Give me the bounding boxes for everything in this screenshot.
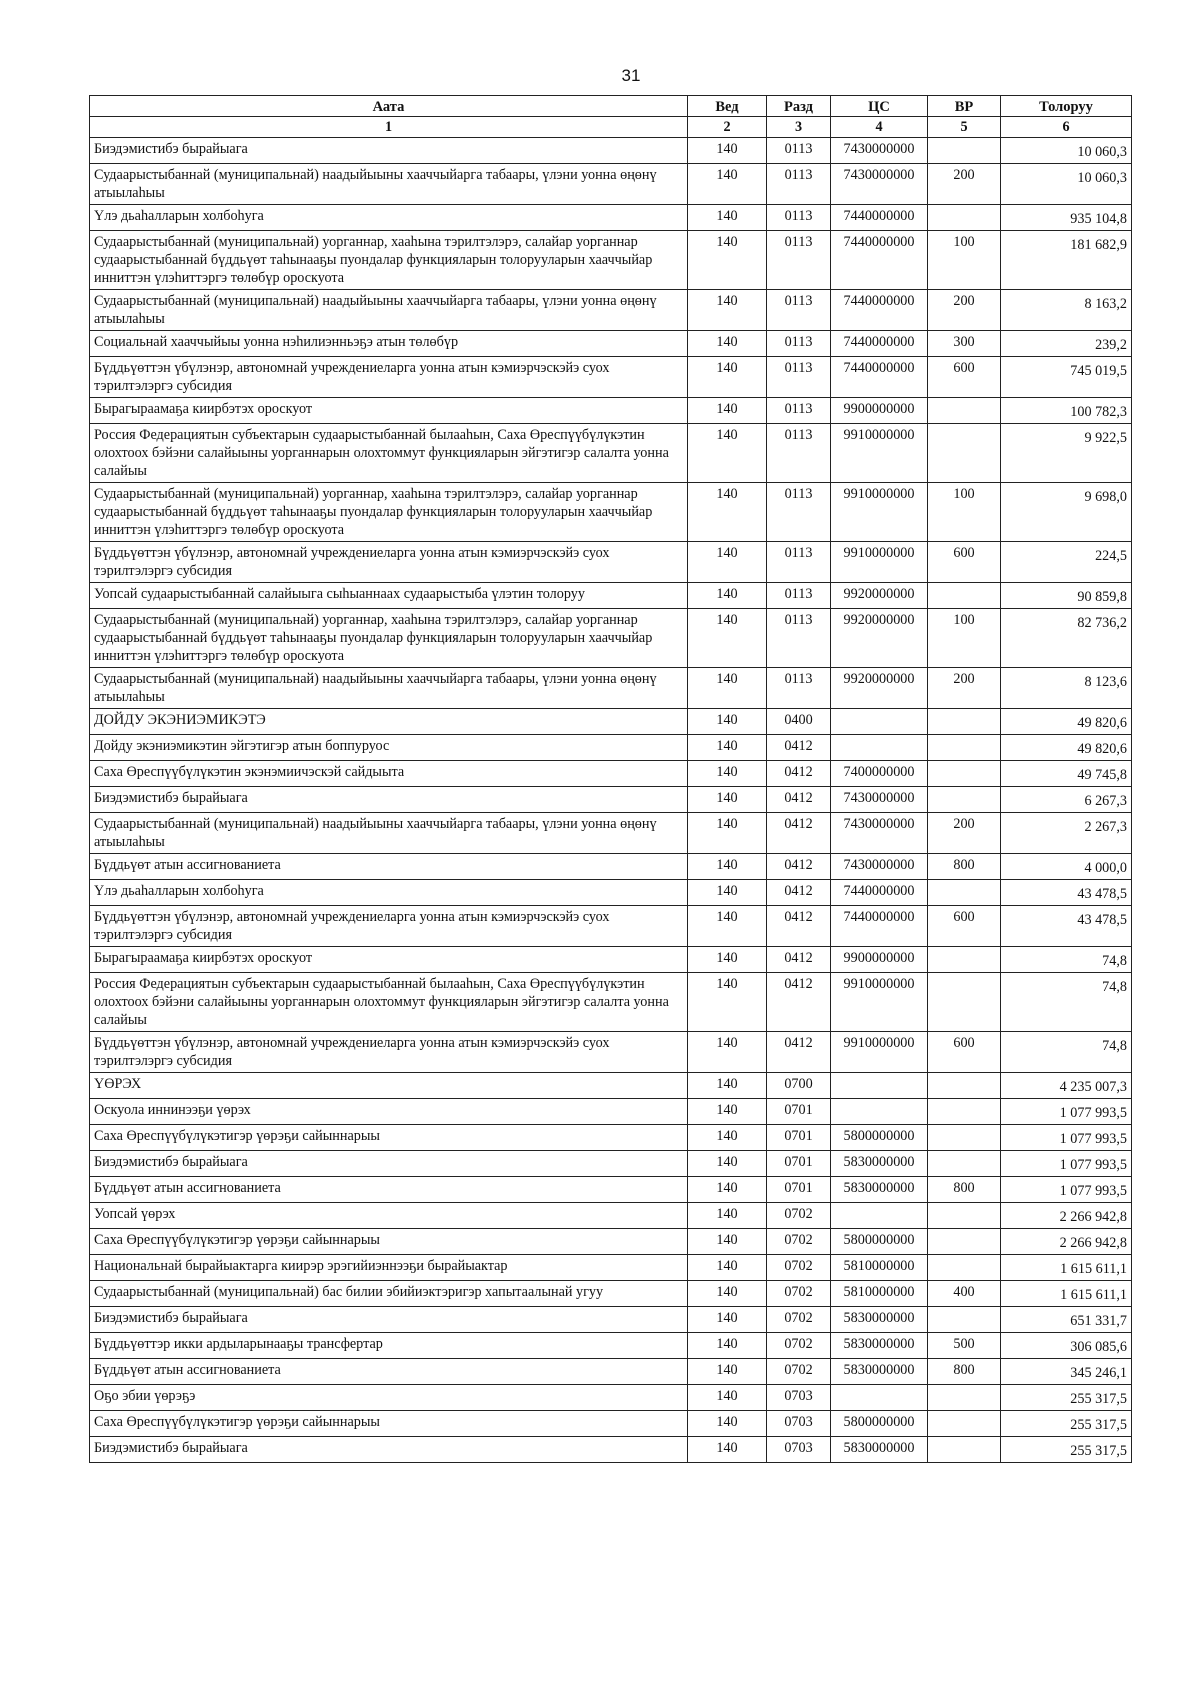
table-row	[90, 290, 1132, 331]
row-name: Бүддьүөттэн үбүлэнэр, автономнай учреждениеларга уонна атын кэмиэрчэскэйэ суох тэрилтэлэргэ субсидия	[90, 542, 688, 583]
row-vr	[928, 947, 1001, 973]
table-row	[90, 609, 1132, 668]
row-vr: 200	[928, 668, 1001, 709]
table-row	[90, 1032, 1132, 1073]
row-cs: 7400000000	[831, 761, 928, 787]
row-vr	[928, 1099, 1001, 1125]
row-ved: 140	[688, 854, 767, 880]
row-ved: 140	[688, 231, 767, 290]
row-name: Биэдэмистибэ бырайыага	[90, 138, 688, 164]
row-cs: 9920000000	[831, 609, 928, 668]
row-razd: 0412	[767, 761, 831, 787]
row-name: Уопсай судаарыстыбаннай салайыыга сыһыаннаах судаарыстыба үлэтин толоруу	[90, 583, 688, 609]
row-name: Биэдэмистибэ бырайыага	[90, 1307, 688, 1333]
row-vr	[928, 761, 1001, 787]
row-name: Уопсай үөрэх	[90, 1203, 688, 1229]
row-vr: 200	[928, 164, 1001, 205]
row-vr	[928, 880, 1001, 906]
row-ved: 140	[688, 1255, 767, 1281]
table-row	[90, 668, 1132, 709]
row-cs	[831, 1203, 928, 1229]
header-vr: ВР	[928, 96, 1001, 117]
table-row	[90, 164, 1132, 205]
row-vr: 600	[928, 906, 1001, 947]
row-razd: 0702	[767, 1229, 831, 1255]
row-cs: 9900000000	[831, 947, 928, 973]
row-name: Бырагыраамаҕа киирбэтэх ороскуот	[90, 947, 688, 973]
row-razd: 0113	[767, 164, 831, 205]
column-number: 3	[767, 117, 831, 138]
row-ved: 140	[688, 1125, 767, 1151]
row-amount: 10 060,3	[1001, 138, 1132, 164]
row-vr: 600	[928, 357, 1001, 398]
row-cs: 7440000000	[831, 205, 928, 231]
row-amount: 2 267,3	[1001, 813, 1132, 854]
table-row	[90, 1255, 1132, 1281]
table-row	[90, 483, 1132, 542]
row-cs: 7440000000	[831, 331, 928, 357]
row-name: Судаарыстыбаннай (муниципальнай) уорганнар, хааһына тэрилтэлэрэ, салайар уорганнар судаарыстыбаннай бүддьүөт таһынааҕы пуондалар функцияларын толорууларын хааччыйар инниттэн үлэһиттэргэ төлөбүр ороскуота	[90, 483, 688, 542]
row-ved: 140	[688, 290, 767, 331]
row-amount: 1 077 993,5	[1001, 1151, 1132, 1177]
row-name: Оҕо эбии үөрэҕэ	[90, 1385, 688, 1411]
row-razd: 0703	[767, 1385, 831, 1411]
row-name: Үлэ дьаһалларын холбоһуга	[90, 880, 688, 906]
row-razd: 0113	[767, 483, 831, 542]
row-amount: 8 163,2	[1001, 290, 1132, 331]
row-name: Биэдэмистибэ бырайыага	[90, 787, 688, 813]
row-ved: 140	[688, 1073, 767, 1099]
row-vr	[928, 1229, 1001, 1255]
row-ved: 140	[688, 709, 767, 735]
table-row	[90, 205, 1132, 231]
table-row	[90, 398, 1132, 424]
row-vr	[928, 787, 1001, 813]
row-ved: 140	[688, 787, 767, 813]
table-body	[90, 138, 1132, 1463]
row-vr: 100	[928, 609, 1001, 668]
row-ved: 140	[688, 583, 767, 609]
row-name: Бүддьүөт атын ассигнованиета	[90, 1359, 688, 1385]
table-row	[90, 138, 1132, 164]
row-name: Судаарыстыбаннай (муниципальнай) наадыйыыны хааччыйарга табаары, үлэни уонна өңөнү атыылаһыы	[90, 164, 688, 205]
table-row	[90, 735, 1132, 761]
row-cs	[831, 1385, 928, 1411]
row-ved: 140	[688, 1437, 767, 1463]
table-row	[90, 231, 1132, 290]
row-cs: 5810000000	[831, 1281, 928, 1307]
row-razd: 0113	[767, 331, 831, 357]
row-razd: 0412	[767, 854, 831, 880]
row-name: Саха Өреспүүбүлүкэтигэр үөрэҕи сайыннарыы	[90, 1229, 688, 1255]
table-row	[90, 1359, 1132, 1385]
row-razd: 0113	[767, 290, 831, 331]
row-vr	[928, 205, 1001, 231]
row-amount: 8 123,6	[1001, 668, 1132, 709]
row-razd: 0703	[767, 1437, 831, 1463]
row-amount: 10 060,3	[1001, 164, 1132, 205]
row-vr: 800	[928, 1177, 1001, 1203]
row-razd: 0702	[767, 1281, 831, 1307]
row-ved: 140	[688, 205, 767, 231]
table-row	[90, 1281, 1132, 1307]
row-cs: 5800000000	[831, 1229, 928, 1255]
row-name: Саха Өреспүүбүлүкэтин экэнэмиичэскэй сайдыыта	[90, 761, 688, 787]
row-razd: 0412	[767, 973, 831, 1032]
row-ved: 140	[688, 1229, 767, 1255]
row-amount: 100 782,3	[1001, 398, 1132, 424]
row-name: Бүддьүөттэн үбүлэнэр, автономнай учреждениеларга уонна атын кэмиэрчэскэйэ суох тэрилтэлэргэ субсидия	[90, 357, 688, 398]
row-amount: 224,5	[1001, 542, 1132, 583]
row-ved: 140	[688, 164, 767, 205]
row-ved: 140	[688, 1385, 767, 1411]
row-amount: 1 077 993,5	[1001, 1099, 1132, 1125]
table-row	[90, 813, 1132, 854]
row-vr: 600	[928, 1032, 1001, 1073]
row-amount: 1 615 611,1	[1001, 1255, 1132, 1281]
header-ved: Вед	[688, 96, 767, 117]
row-name: Социальнай хааччыйыы уонна нэһилиэнньэҕэ атын төлөбүр	[90, 331, 688, 357]
row-ved: 140	[688, 357, 767, 398]
table-row	[90, 709, 1132, 735]
row-cs: 9910000000	[831, 1032, 928, 1073]
row-ved: 140	[688, 761, 767, 787]
row-razd: 0400	[767, 709, 831, 735]
row-name: ҮӨРЭХ	[90, 1073, 688, 1099]
row-cs: 5830000000	[831, 1177, 928, 1203]
row-vr: 100	[928, 231, 1001, 290]
row-razd: 0113	[767, 138, 831, 164]
row-amount: 345 246,1	[1001, 1359, 1132, 1385]
row-ved: 140	[688, 609, 767, 668]
row-razd: 0701	[767, 1125, 831, 1151]
column-number: 6	[1001, 117, 1132, 138]
row-razd: 0702	[767, 1255, 831, 1281]
row-cs: 7440000000	[831, 906, 928, 947]
row-amount: 181 682,9	[1001, 231, 1132, 290]
row-name: Судаарыстыбаннай (муниципальнай) уорганнар, хааһына тэрилтэлэрэ, салайар уорганнар судаарыстыбаннай бүддьүөт таһынааҕы пуондалар функцияларын толорууларын хааччыйар инниттэн үлэһиттэргэ төлөбүр ороскуота	[90, 609, 688, 668]
row-amount: 74,8	[1001, 947, 1132, 973]
table-row	[90, 424, 1132, 483]
row-name: Россия Федерациятын субъектарын судаарыстыбаннай былааһын, Саха Өреспүүбүлүкэтин олохтоох бэйэни салайыыны уорганнарын олохтоммут функцияларын эйгэтигэр салалта уонна салайыы	[90, 973, 688, 1032]
row-cs: 5800000000	[831, 1411, 928, 1437]
row-ved: 140	[688, 424, 767, 483]
row-amount: 239,2	[1001, 331, 1132, 357]
row-vr: 200	[928, 290, 1001, 331]
header-cs: ЦС	[831, 96, 928, 117]
row-razd: 0412	[767, 880, 831, 906]
row-cs	[831, 709, 928, 735]
row-amount: 1 077 993,5	[1001, 1177, 1132, 1203]
row-razd: 0113	[767, 609, 831, 668]
row-cs: 7430000000	[831, 787, 928, 813]
row-vr	[928, 1307, 1001, 1333]
budget-table	[89, 95, 1132, 1463]
row-cs: 7440000000	[831, 880, 928, 906]
column-number: 5	[928, 117, 1001, 138]
row-amount: 90 859,8	[1001, 583, 1132, 609]
row-vr	[928, 398, 1001, 424]
table-row	[90, 787, 1132, 813]
row-name: Оскуола иннинээҕи үөрэх	[90, 1099, 688, 1125]
column-number: 4	[831, 117, 928, 138]
row-razd: 0113	[767, 583, 831, 609]
row-amount: 74,8	[1001, 973, 1132, 1032]
row-cs: 7440000000	[831, 357, 928, 398]
row-vr	[928, 709, 1001, 735]
row-razd: 0702	[767, 1359, 831, 1385]
row-amount: 4 235 007,3	[1001, 1073, 1132, 1099]
row-cs	[831, 735, 928, 761]
row-vr: 800	[928, 1359, 1001, 1385]
column-number: 2	[688, 117, 767, 138]
row-vr: 800	[928, 854, 1001, 880]
table-row	[90, 583, 1132, 609]
row-amount: 43 478,5	[1001, 880, 1132, 906]
row-cs: 7430000000	[831, 164, 928, 205]
row-cs: 9900000000	[831, 398, 928, 424]
row-vr	[928, 1151, 1001, 1177]
table-row	[90, 1151, 1132, 1177]
table-row	[90, 1125, 1132, 1151]
table-row	[90, 1411, 1132, 1437]
row-cs: 5830000000	[831, 1151, 928, 1177]
row-ved: 140	[688, 1411, 767, 1437]
row-amount: 255 317,5	[1001, 1437, 1132, 1463]
row-ved: 140	[688, 1203, 767, 1229]
row-cs: 7440000000	[831, 290, 928, 331]
column-number: 1	[90, 117, 688, 138]
table-row	[90, 1073, 1132, 1099]
table-row	[90, 1229, 1132, 1255]
table-row	[90, 1385, 1132, 1411]
column-number-row	[90, 117, 1132, 138]
row-amount: 255 317,5	[1001, 1385, 1132, 1411]
row-razd: 0113	[767, 668, 831, 709]
row-ved: 140	[688, 331, 767, 357]
row-amount: 2 266 942,8	[1001, 1203, 1132, 1229]
row-ved: 140	[688, 880, 767, 906]
row-vr	[928, 735, 1001, 761]
row-ved: 140	[688, 906, 767, 947]
row-razd: 0113	[767, 231, 831, 290]
row-amount: 49 820,6	[1001, 709, 1132, 735]
row-razd: 0701	[767, 1099, 831, 1125]
row-ved: 140	[688, 668, 767, 709]
row-cs: 5830000000	[831, 1307, 928, 1333]
row-name: Бүддьүөттэр икки ардыларынааҕы трансфертар	[90, 1333, 688, 1359]
row-ved: 140	[688, 735, 767, 761]
row-name: Биэдэмистибэ бырайыага	[90, 1437, 688, 1463]
row-amount: 935 104,8	[1001, 205, 1132, 231]
row-razd: 0412	[767, 1032, 831, 1073]
row-name: Судаарыстыбаннай (муниципальнай) наадыйыыны хааччыйарга табаары, үлэни уонна өңөнү атыылаһыы	[90, 290, 688, 331]
row-cs: 9910000000	[831, 483, 928, 542]
row-name: Үлэ дьаһалларын холбоһуга	[90, 205, 688, 231]
row-vr: 600	[928, 542, 1001, 583]
table-row	[90, 1307, 1132, 1333]
header-amount: Толоруу	[1001, 96, 1132, 117]
table-row	[90, 1333, 1132, 1359]
row-name: Бүддьүөт атын ассигнованиета	[90, 854, 688, 880]
row-ved: 140	[688, 973, 767, 1032]
row-razd: 0702	[767, 1307, 831, 1333]
row-name: Биэдэмистибэ бырайыага	[90, 1151, 688, 1177]
row-vr: 100	[928, 483, 1001, 542]
table-row	[90, 761, 1132, 787]
row-cs: 5800000000	[831, 1125, 928, 1151]
table-row	[90, 1099, 1132, 1125]
row-amount: 1 615 611,1	[1001, 1281, 1132, 1307]
row-cs	[831, 1073, 928, 1099]
row-cs: 7430000000	[831, 813, 928, 854]
row-razd: 0412	[767, 787, 831, 813]
row-razd: 0113	[767, 398, 831, 424]
row-vr	[928, 583, 1001, 609]
row-vr	[928, 973, 1001, 1032]
header-name: Аата	[90, 96, 688, 117]
table-row	[90, 880, 1132, 906]
row-name: Россия Федерациятын субъектарын судаарыстыбаннай былааһын, Саха Өреспүүбүлүкэтин олохтоох бэйэни салайыыны уорганнарын олохтоммут функцияларын эйгэтигэр салалта уонна салайыы	[90, 424, 688, 483]
row-razd: 0113	[767, 424, 831, 483]
row-ved: 140	[688, 947, 767, 973]
row-razd: 0701	[767, 1151, 831, 1177]
row-vr	[928, 424, 1001, 483]
table-row	[90, 357, 1132, 398]
row-ved: 140	[688, 483, 767, 542]
row-cs: 5810000000	[831, 1255, 928, 1281]
row-cs: 7430000000	[831, 138, 928, 164]
row-ved: 140	[688, 1099, 767, 1125]
row-amount: 9 922,5	[1001, 424, 1132, 483]
row-amount: 4 000,0	[1001, 854, 1132, 880]
table-row	[90, 331, 1132, 357]
row-razd: 0412	[767, 735, 831, 761]
row-vr	[928, 1073, 1001, 1099]
row-cs: 9910000000	[831, 424, 928, 483]
row-amount: 255 317,5	[1001, 1411, 1132, 1437]
table-row	[90, 1203, 1132, 1229]
row-amount: 651 331,7	[1001, 1307, 1132, 1333]
row-vr: 500	[928, 1333, 1001, 1359]
row-vr	[928, 1437, 1001, 1463]
row-razd: 0113	[767, 357, 831, 398]
row-ved: 140	[688, 1281, 767, 1307]
table-row	[90, 1437, 1132, 1463]
row-ved: 140	[688, 1151, 767, 1177]
row-amount: 9 698,0	[1001, 483, 1132, 542]
row-vr	[928, 1385, 1001, 1411]
row-cs: 9910000000	[831, 542, 928, 583]
row-razd: 0113	[767, 542, 831, 583]
row-vr	[928, 1203, 1001, 1229]
row-name: Бырагыраамаҕа киирбэтэх ороскуот	[90, 398, 688, 424]
row-cs: 7440000000	[831, 231, 928, 290]
row-vr	[928, 1411, 1001, 1437]
row-name: ДОЙДУ ЭКЭНИЭМИКЭТЭ	[90, 709, 688, 735]
row-ved: 140	[688, 1307, 767, 1333]
row-ved: 140	[688, 398, 767, 424]
table-row	[90, 854, 1132, 880]
row-vr: 300	[928, 331, 1001, 357]
header-row	[90, 96, 1132, 117]
row-amount: 745 019,5	[1001, 357, 1132, 398]
row-ved: 140	[688, 813, 767, 854]
row-name: Судаарыстыбаннай (муниципальнай) бас билии эбийиэктэригэр хапытаалынай угуу	[90, 1281, 688, 1307]
page-number: 31	[621, 66, 641, 85]
row-name: Саха Өреспүүбүлүкэтигэр үөрэҕи сайыннарыы	[90, 1125, 688, 1151]
row-ved: 140	[688, 1333, 767, 1359]
row-vr: 200	[928, 813, 1001, 854]
row-ved: 140	[688, 1359, 767, 1385]
row-amount: 2 266 942,8	[1001, 1229, 1132, 1255]
row-amount: 6 267,3	[1001, 787, 1132, 813]
row-name: Бүддьүөттэн үбүлэнэр, автономнай учреждениеларга уонна атын кэмиэрчэскэйэ суох тэрилтэлэргэ субсидия	[90, 1032, 688, 1073]
row-amount: 74,8	[1001, 1032, 1132, 1073]
row-razd: 0412	[767, 813, 831, 854]
row-amount: 1 077 993,5	[1001, 1125, 1132, 1151]
row-ved: 140	[688, 138, 767, 164]
table-row	[90, 973, 1132, 1032]
row-vr	[928, 1255, 1001, 1281]
row-name: Судаарыстыбаннай (муниципальнай) наадыйыыны хааччыйарга табаары, үлэни уонна өңөнү атыылаһыы	[90, 813, 688, 854]
row-name: Дойду экэниэмикэтин эйгэтигэр атын боппуруос	[90, 735, 688, 761]
row-cs: 9920000000	[831, 583, 928, 609]
row-amount: 82 736,2	[1001, 609, 1132, 668]
row-cs: 9920000000	[831, 668, 928, 709]
row-razd: 0703	[767, 1411, 831, 1437]
row-ved: 140	[688, 542, 767, 583]
row-razd: 0700	[767, 1073, 831, 1099]
table-row	[90, 1177, 1132, 1203]
row-name: Бүддьүөттэн үбүлэнэр, автономнай учреждениеларга уонна атын кэмиэрчэскэйэ суох тэрилтэлэргэ субсидия	[90, 906, 688, 947]
row-name: Судаарыстыбаннай (муниципальнай) наадыйыыны хааччыйарга табаары, үлэни уонна өңөнү атыылаһыы	[90, 668, 688, 709]
row-razd: 0702	[767, 1333, 831, 1359]
row-cs: 5830000000	[831, 1437, 928, 1463]
row-cs: 5830000000	[831, 1333, 928, 1359]
row-amount: 306 085,6	[1001, 1333, 1132, 1359]
row-name: Судаарыстыбаннай (муниципальнай) уорганнар, хааһына тэрилтэлэрэ, салайар уорганнар судаарыстыбаннай бүддьүөт таһынааҕы пуондалар функцияларын толорууларын хааччыйар инниттэн үлэһиттэргэ төлөбүр ороскуота	[90, 231, 688, 290]
row-razd: 0701	[767, 1177, 831, 1203]
row-name: Саха Өреспүүбүлүкэтигэр үөрэҕи сайыннарыы	[90, 1411, 688, 1437]
row-razd: 0113	[767, 205, 831, 231]
row-ved: 140	[688, 1177, 767, 1203]
row-razd: 0702	[767, 1203, 831, 1229]
row-ved: 140	[688, 1032, 767, 1073]
row-razd: 0412	[767, 906, 831, 947]
row-amount: 49 745,8	[1001, 761, 1132, 787]
row-vr	[928, 138, 1001, 164]
row-cs	[831, 1099, 928, 1125]
header-razd: Разд	[767, 96, 831, 117]
table-row	[90, 906, 1132, 947]
row-amount: 49 820,6	[1001, 735, 1132, 761]
row-cs: 5830000000	[831, 1359, 928, 1385]
row-cs: 9910000000	[831, 973, 928, 1032]
row-vr	[928, 1125, 1001, 1151]
row-amount: 43 478,5	[1001, 906, 1132, 947]
row-cs: 7430000000	[831, 854, 928, 880]
row-name: Бүддьүөт атын ассигнованиета	[90, 1177, 688, 1203]
table-row	[90, 542, 1132, 583]
row-vr: 400	[928, 1281, 1001, 1307]
row-razd: 0412	[767, 947, 831, 973]
row-name: Национальнай бырайыактарга киирэр эрэгийиэннээҕи бырайыактар	[90, 1255, 688, 1281]
table-row	[90, 947, 1132, 973]
